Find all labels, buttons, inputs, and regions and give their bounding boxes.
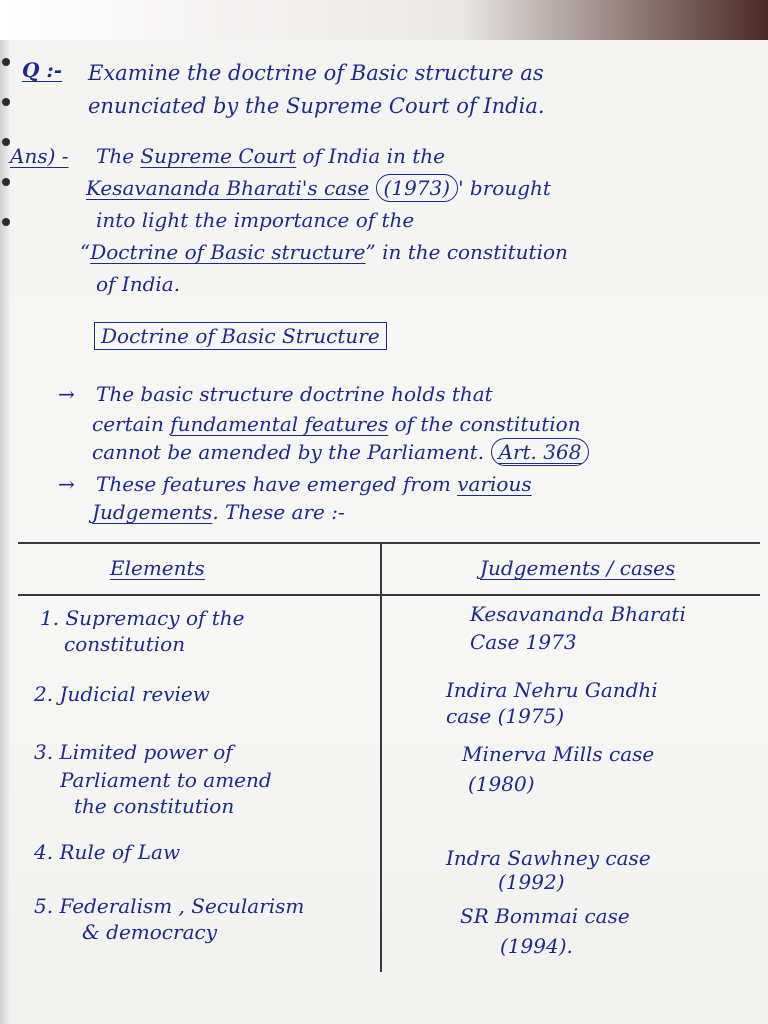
binding-hole	[2, 218, 10, 226]
table-cell-case: Indira Nehru Gandhi	[446, 678, 658, 702]
table-cell-case: SR Bommai case	[460, 904, 630, 928]
binding-hole	[2, 58, 10, 66]
table-cell-case: (1992)	[498, 870, 565, 894]
table-cell-element: Parliament to amend	[60, 768, 272, 792]
bullet-arrow: →	[58, 382, 75, 406]
table-cell-case: Minerva Mills case	[462, 742, 655, 766]
table-column-divider	[380, 542, 382, 972]
table-cell-element: 2. Judicial review	[34, 682, 210, 706]
table-top-rule	[18, 542, 760, 544]
table-cell-element: the constitution	[74, 794, 235, 818]
question-label: Q :-	[22, 58, 63, 82]
table-cell-element: 3. Limited power of	[34, 740, 233, 764]
spiral-binding	[0, 40, 10, 1024]
bullet-1-line-3: cannot be amended by the Parliament. Art. 368	[92, 442, 589, 462]
table-cell-case: Kesavananda Bharati	[470, 602, 686, 626]
table-cell-case: Case 1973	[470, 630, 577, 654]
bullet-arrow: →	[58, 472, 75, 496]
table-header-rule	[18, 594, 760, 596]
bullet-2-line-1: These features have emerged from various	[96, 472, 532, 496]
table-cell-element: 1. Supremacy of the	[40, 606, 245, 630]
question-line-2: enunciated by the Supreme Court of India.	[88, 94, 545, 118]
binding-hole	[2, 138, 10, 146]
table-cell-element: 4. Rule of Law	[34, 840, 181, 864]
table-cell-element: constitution	[64, 632, 186, 656]
answer-line-5: of India.	[96, 272, 181, 296]
answer-label: Ans) -	[10, 144, 69, 168]
bullet-1-line-2: certain fundamental features of the constitution	[92, 412, 581, 436]
section-heading-box: Doctrine of Basic Structure	[94, 322, 387, 350]
background-edge	[0, 0, 768, 40]
table-cell-case: case (1975)	[446, 704, 565, 728]
binding-hole	[2, 178, 10, 186]
table-cell-element: & democracy	[82, 920, 217, 944]
binding-hole	[2, 98, 10, 106]
question-line-1: Examine the doctrine of Basic structure as	[88, 61, 544, 85]
answer-line-4: “Doctrine of Basic structure” in the constitution	[80, 240, 568, 264]
bullet-1-line-1: The basic structure doctrine holds that	[96, 382, 493, 406]
table-header-cases: Judgements / cases	[480, 556, 676, 580]
answer-line-2: Kesavananda Bharati's case (1973) ' brought	[86, 176, 551, 200]
bullet-2-line-2: Judgements. These are :-	[92, 500, 345, 524]
table-header-elements: Elements	[110, 556, 205, 580]
answer-line-3: into light the importance of the	[96, 208, 415, 232]
table-cell-case: Indra Sawhney case	[446, 846, 651, 870]
table-cell-case: (1980)	[468, 772, 535, 796]
answer-line-1: The Supreme Court of India in the	[96, 144, 445, 168]
table-cell-case: (1994).	[500, 934, 573, 958]
table-cell-element: 5. Federalism , Secularism	[34, 894, 305, 918]
